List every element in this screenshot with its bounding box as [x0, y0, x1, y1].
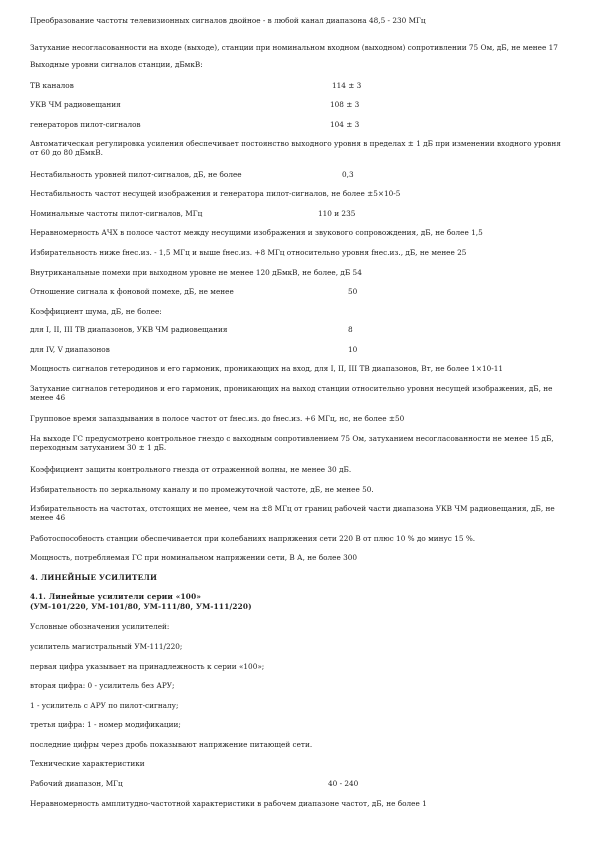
text-paragraph: Затухание сигналов гетеродинов и его гармоник, проникающих на выход станции относительно уровня несущей изображения, дБ, не менее 46: [30, 384, 553, 402]
text-line: Коэффициент шума, дБ, не более:: [30, 307, 162, 316]
value-noise-1: 8: [348, 325, 353, 334]
text-line: Мощность, потребляемая ГС при номинальном напряжении сети, В А, не более 300: [30, 553, 358, 562]
text-line: Избирательность ниже fнес.из. - 1,5 МГц и выше fнес.из. +8 МГц относительно уровня fнес.из., дБ, не менее 25: [30, 248, 467, 257]
subsection-heading-models: (УМ-101/220, УМ-101/80, УМ-111/80, УМ-111/220): [30, 602, 252, 611]
text-line: Нестабильность уровней пилот-сигналов, дБ, не более: [30, 170, 242, 179]
text-line: третья цифра: 1 - номер модификации;: [30, 720, 181, 729]
value-noise-2: 10: [348, 345, 358, 354]
text-line: Номинальные частоты пилот-сигналов, МГц: [30, 209, 203, 218]
text-line: последние цифры через дробь показывают напряжение питающей сети.: [30, 740, 313, 749]
text-line: Избирательность по зеркальному каналу и по промежуточной частоте, дБ, не менее 50.: [30, 485, 374, 494]
text-line: Выходные уровни сигналов станции, дБмкВ:: [30, 60, 203, 69]
text-line: Неравномерность амплитудно-частотной характеристики в рабочем диапазоне частот, дБ, не более 1: [30, 799, 427, 808]
text-line: Групповое время запаздывания в полосе частот от fнес.из. до fнес.из. +6 МГц, нс, не более ±50: [30, 414, 405, 423]
value-frequencies: 110 и 235: [318, 209, 356, 218]
subsection-heading: 4.1. Линейные усилители серии «100»: [30, 592, 202, 601]
value-snr: 50: [348, 287, 358, 296]
text-line: Рабочий диапазон, МГц: [30, 779, 123, 788]
text-line: для IV, V диапазонов: [30, 345, 110, 354]
text-line: Технические характеристики: [30, 759, 145, 768]
value-tv: 114 ± 3: [332, 81, 362, 90]
text-line: Коэффициент защиты контрольного гнезда от отраженной волны, не менее 30 дБ.: [30, 465, 352, 474]
text-line: генераторов пилот-сигналов: [30, 120, 141, 129]
value-ukv: 108 ± 3: [330, 100, 360, 109]
text-line: Нестабильность частот несущей изображения и генератора пилот-сигналов, не более ±5×10-5: [30, 189, 401, 198]
section-heading: 4. ЛИНЕЙНЫЕ УСИЛИТЕЛИ: [30, 573, 158, 582]
value-range: 40 - 240: [328, 779, 359, 788]
text-paragraph: На выходе ГС предусмотрено контрольное гнездо с выходным сопротивлением 75 Ом, затуханием несогласованности не менее 15 дБ, переходным затуханием 30 ± 1 дБ.: [30, 434, 554, 452]
text-line: первая цифра указывает на принадлежность к серии «100»;: [30, 662, 265, 671]
text-line: УКВ ЧМ радиовещания: [30, 100, 121, 109]
value-pilot: 104 ± 3: [330, 120, 360, 129]
text-line: 1 - усилитель с АРУ по пилот-сигналу;: [30, 701, 179, 710]
text-line: Мощность сигналов гетеродинов и его гармоник, проникающих на вход, для I, II, III ТВ диапазонов, Вт, не более 1×10-11: [30, 364, 504, 373]
text-line: Неравномерность АЧХ в полосе частот между несущими изображения и звукового сопровождения, дБ, не более 1,5: [30, 228, 483, 237]
text-line: для I, II, III ТВ диапазонов, УКВ ЧМ радиовещания: [30, 325, 228, 334]
text-line: Преобразование частоты телевизионных сигналов двойное - в любой канал диапазона 48,5 - 230 МГц: [30, 16, 426, 25]
text-line: Работоспособность станции обеспечивается при колебаниях напряжения сети 220 В от плюс 10 % до минус 15 %.: [30, 534, 476, 543]
text-line: Условные обозначения усилителей:: [30, 622, 170, 631]
text-line: усилитель магистральный УМ-111/220;: [30, 642, 183, 651]
text-paragraph: Избирательность на частотах, отстоящих не менее, чем на ±8 МГц от границ рабочей части диапазона УКВ ЧМ радиовещания, дБ, не менее 46: [30, 504, 555, 522]
text-line: вторая цифра: 0 - усилитель без АРУ;: [30, 681, 175, 690]
text-line: ТВ каналов: [30, 81, 74, 90]
text-paragraph: Автоматическая регулировка усиления обеспечивает постоянство выходного уровня в пределах ± 1 дБ при изменении входного уровня от 60 до 80 дБмкВ.: [30, 139, 561, 157]
text-line: Отношение сигнала к фоновой помехе, дБ, не менее: [30, 287, 234, 296]
value-instability: 0,3: [342, 170, 354, 179]
text-line: Затухание несогласованности на входе (выходе), станции при номинальном входном (выходном) сопротивлении 75 Ом, дБ, не менее 17: [30, 43, 558, 52]
text-line: Внутриканальные помехи при выходном уровне не менее 120 дБмкВ, не более, дБ 54: [30, 268, 362, 277]
